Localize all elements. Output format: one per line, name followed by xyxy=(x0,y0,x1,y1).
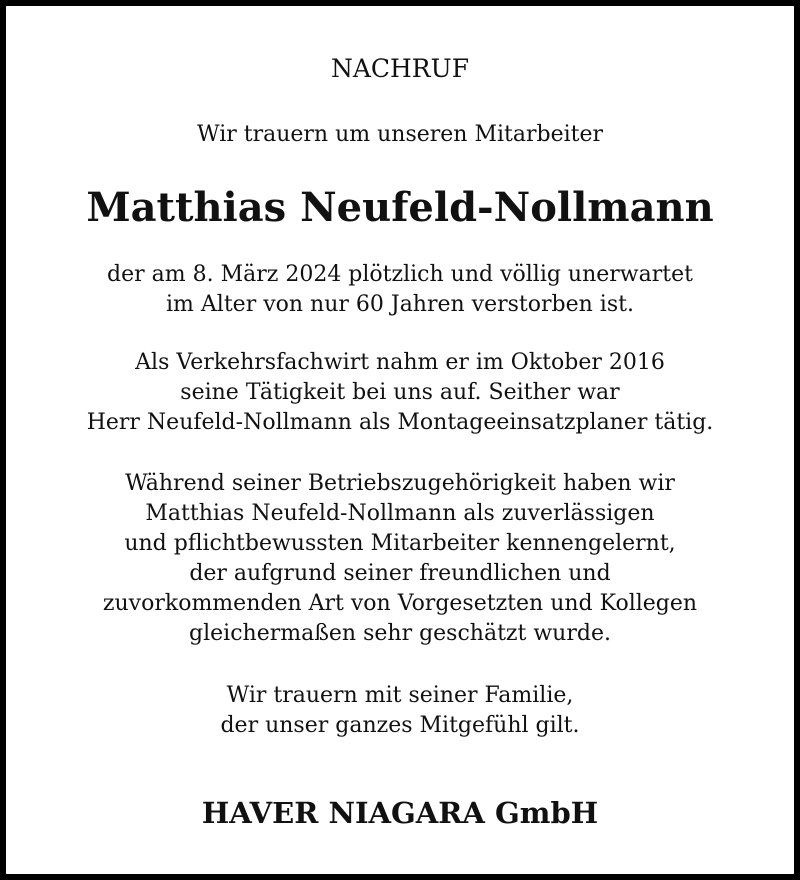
text-line: Herr Neufeld-Nollmann als Montageeinsatzplaner tätig. xyxy=(86,410,714,435)
deceased-name: Matthias Neufeld-Nollmann xyxy=(86,184,714,231)
text-line: der am 8. März 2024 plötzlich und völlig unerwartet xyxy=(107,262,693,287)
text-line: gleichermaßen sehr geschätzt wurde. xyxy=(189,621,611,646)
text-line: seine Tätigkeit bei uns auf. Seither war xyxy=(180,380,620,405)
paragraph-condolence xyxy=(6,681,794,741)
company-signature: HAVER NIAGARA GmbH xyxy=(201,796,599,830)
text-line: zuvorkommenden Art von Vorgesetzten und Kollegen xyxy=(102,591,698,616)
text-line: Während seiner Betriebszugehörigkeit haben wir xyxy=(125,471,675,496)
intro-line: Wir trauern um unseren Mitarbeiter xyxy=(196,122,604,147)
text-line: der aufgrund seiner freundlichen und xyxy=(189,561,611,586)
text-line: der unser ganzes Mitgefühl gilt. xyxy=(220,713,580,738)
text-line: Wir trauern mit seiner Familie, xyxy=(226,683,574,708)
text-line: und pflichtbewussten Mitarbeiter kennengelernt, xyxy=(124,531,676,556)
text-line: Als Verkehrsfachwirt nahm er im Oktober 2016 xyxy=(135,350,665,375)
notice-heading: NACHRUF xyxy=(330,54,470,83)
text-line: im Alter von nur 60 Jahren verstorben ist. xyxy=(166,292,634,317)
text-line: Matthias Neufeld-Nollmann als zuverlässigen xyxy=(145,501,655,526)
paragraph-death-details xyxy=(6,260,794,320)
paragraph-appreciation xyxy=(6,469,794,649)
paragraph-career xyxy=(6,348,794,438)
